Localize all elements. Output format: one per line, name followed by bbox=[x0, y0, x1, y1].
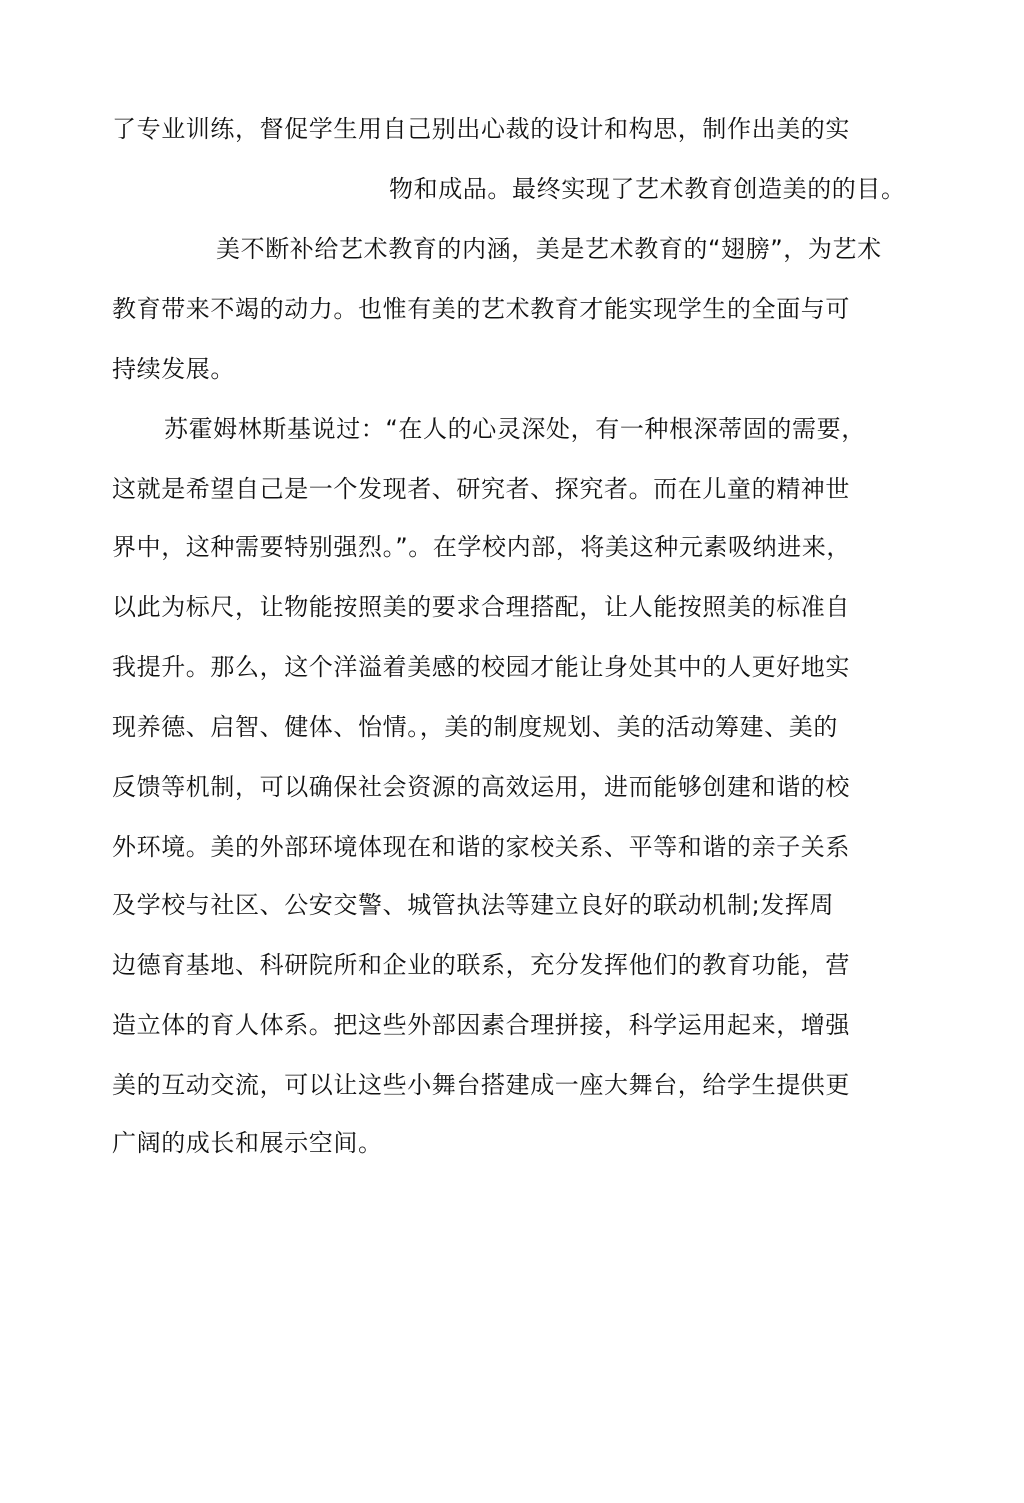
text-line: 了专业训练，督促学生用自己别出心裁的设计和构思，制作出美的实 bbox=[112, 115, 850, 143]
text-line: 界中，这种需要特别强烈。”。在学校内部，将美这种元素吸纳进来， bbox=[112, 533, 852, 561]
text-line: 这就是希望自己是一个发现者、研究者、探究者。而在儿童的精神世 bbox=[112, 475, 850, 503]
text-line: 反馈等机制，可以确保社会资源的高效运用，进而能够创建和谐的校 bbox=[112, 773, 850, 801]
text-line: 现养德、启智、健体、怡情。，美的制度规划、美的活动筹建、美的 bbox=[112, 713, 838, 741]
text-line: 持续发展。 bbox=[112, 355, 235, 383]
text-line: 物和成品。最终实现了艺术教育创造美的的目。 bbox=[389, 175, 906, 203]
text-line: 造立体的育人体系。把这些外部因素合理拼接，科学运用起来，增强 bbox=[112, 1011, 850, 1039]
text-line: 教育带来不竭的动力。也惟有美的艺术教育才能实现学生的全面与可 bbox=[112, 295, 850, 323]
text-line: 美的互动交流，可以让这些小舞台搭建成一座大舞台，给学生提供更 bbox=[112, 1071, 850, 1099]
text-line: 广阔的成长和展示空间。 bbox=[112, 1129, 383, 1157]
text-line: 苏霍姆林斯基说过：“在人的心灵深处，有一种根深蒂固的需要， bbox=[164, 415, 866, 443]
text-line: 及学校与社区、公安交警、城管执法等建立良好的联动机制;发挥周 bbox=[112, 891, 835, 919]
text-line: 我提升。那么，这个洋溢着美感的校园才能让身处其中的人更好地实 bbox=[112, 653, 850, 681]
text-line: 边德育基地、科研院所和企业的联系，充分发挥他们的教育功能，营 bbox=[112, 951, 850, 979]
text-line: 美不断补给艺术教育的内涵，美是艺术教育的“翅膀”，为艺术 bbox=[216, 235, 882, 263]
text-line: 以此为标尺，让物能按照美的要求合理搭配，让人能按照美的标准自 bbox=[112, 593, 850, 621]
text-line: 外环境。美的外部环境体现在和谐的家校关系、平等和谐的亲子关系 bbox=[112, 833, 850, 861]
